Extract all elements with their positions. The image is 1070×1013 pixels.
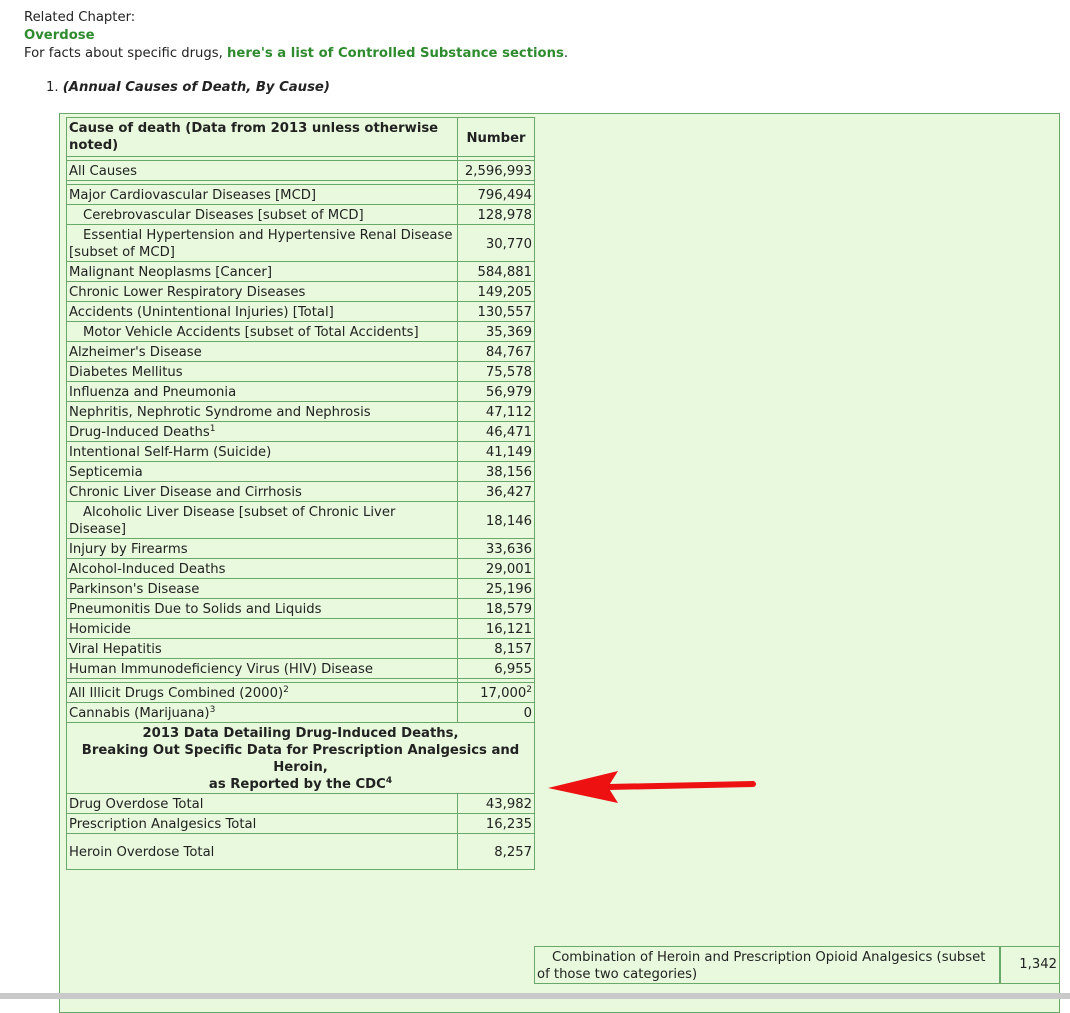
cause-number: 38,156 [457, 462, 535, 482]
cause-label [66, 205, 457, 225]
table-row [66, 559, 535, 579]
cause-text: Drug-Induced Deaths [69, 425, 210, 440]
cause-text: Alzheimer's Disease [69, 345, 202, 360]
footnote-ref[interactable]: 2 [526, 685, 532, 695]
table-row [66, 382, 535, 402]
subset-cause-label: Essential Hypertension and Hypertensive Renal Disease [subset of MCD] [69, 228, 453, 260]
footnote-ref[interactable]: 3 [209, 705, 216, 715]
cause-number: 128,978 [457, 205, 535, 225]
table-row [66, 225, 535, 262]
cause-text: Septicemia [69, 465, 143, 480]
related-chapter-label: Related Chapter: [24, 10, 136, 25]
table-row [66, 502, 535, 539]
cause-number: 25,196 [457, 579, 535, 599]
column-header-cause: Cause of death (Data from 2013 unless otherwise noted) [66, 117, 457, 157]
cause-label [66, 282, 457, 302]
cause-number: 6,955 [457, 659, 535, 679]
cause-text: Chronic Lower Respiratory Diseases [69, 285, 306, 300]
section-title-row [66, 723, 535, 794]
cause-number: 35,369 [457, 322, 535, 342]
cause-number: 75,578 [457, 362, 535, 382]
cause-label [66, 262, 457, 282]
cause-label [66, 225, 457, 262]
table-row [66, 639, 535, 659]
table-row [66, 619, 535, 639]
cause-text: Chronic Liver Disease and Cirrhosis [69, 485, 302, 500]
table-row [66, 161, 535, 181]
horizontal-scrollbar[interactable] [0, 993, 1070, 999]
cause-number: 43,982 [457, 794, 535, 814]
cause-text: Diabetes Mellitus [69, 365, 183, 380]
cause-number: 47,112 [457, 402, 535, 422]
cause-number: 18,579 [457, 599, 535, 619]
cause-label [66, 402, 457, 422]
cause-text: Human Immunodeficiency Virus (HIV) Disease [69, 662, 373, 677]
list-item-number: 1. [46, 80, 63, 95]
column-header-number: Number [457, 117, 535, 157]
cannabis-value: 0 [457, 703, 535, 723]
section-title [66, 723, 535, 794]
cause-text: Intentional Self-Harm (Suicide) [69, 445, 272, 460]
cause-label [66, 703, 457, 723]
cause-label [66, 442, 457, 462]
cause-label [66, 382, 457, 402]
cause-label [66, 502, 457, 539]
table-row [66, 342, 535, 362]
cause-number: 33,636 [457, 539, 535, 559]
cause-label [66, 539, 457, 559]
cause-label [66, 579, 457, 599]
cause-label [66, 559, 457, 579]
cannabis-label: Cannabis (Marijuana) [69, 706, 210, 721]
cause-text: Injury by Firearms [69, 542, 188, 557]
cause-number: 16,235 [457, 814, 535, 834]
chapter-title-link[interactable]: Overdose [24, 28, 95, 43]
table-row [66, 362, 535, 382]
causes-of-death-table [66, 117, 535, 870]
page-header [24, 9, 568, 63]
cause-number: 56,979 [457, 382, 535, 402]
cause-number: 84,767 [457, 342, 535, 362]
table-row [66, 683, 535, 703]
cause-label [66, 619, 457, 639]
cause-label [66, 683, 457, 703]
cause-label [66, 322, 457, 342]
table-row [66, 703, 535, 723]
cause-text: Viral Hepatitis [69, 642, 162, 657]
footnote-ref[interactable]: 1 [209, 424, 216, 434]
cause-number: 30,770 [457, 225, 535, 262]
cause-label [66, 599, 457, 619]
illicit-drugs-value: 17,000 [480, 686, 527, 701]
footnote-ref[interactable]: 2 [283, 685, 289, 695]
subset-cause-label: Cerebrovascular Diseases [subset of MCD] [83, 208, 364, 223]
table-row [66, 539, 535, 559]
table-row [66, 262, 535, 282]
cause-number: 149,205 [457, 282, 535, 302]
footnote-ref[interactable]: 4 [385, 776, 393, 786]
cause-text: Major Cardiovascular Diseases [MCD] [69, 188, 317, 203]
table-row [66, 302, 535, 322]
table-row [66, 599, 535, 619]
table-row [66, 659, 535, 679]
table-row [66, 834, 535, 870]
table-row [66, 185, 535, 205]
table-row [66, 794, 535, 814]
cause-text: Alcohol-Induced Deaths [69, 562, 226, 577]
facts-prefix: For facts about specific drugs, [24, 46, 228, 61]
cause-label: All Causes [66, 161, 457, 181]
table-row [66, 482, 535, 502]
cause-label [66, 362, 457, 382]
cause-label [66, 482, 457, 502]
facts-line [24, 45, 568, 63]
red-arrow-icon [548, 769, 758, 805]
cause-number: 8,157 [457, 639, 535, 659]
cause-label [66, 639, 457, 659]
cause-number: 18,146 [457, 502, 535, 539]
cause-label: Prescription Analgesics Total [66, 814, 457, 834]
section-title-text: as Reported by the CDC [208, 777, 386, 792]
cause-number: 29,001 [457, 559, 535, 579]
cause-number: 36,427 [457, 482, 535, 502]
facts-suffix: . [563, 46, 569, 61]
cause-label: Drug Overdose Total [66, 794, 457, 814]
combination-label: Combination of Heroin and Prescription Opioid Analgesics (subset of those two categories) [534, 946, 1000, 984]
cause-label [66, 659, 457, 679]
cause-text: Homicide [69, 622, 131, 637]
table-row [66, 282, 535, 302]
cause-number: 16,121 [457, 619, 535, 639]
cause-number: 796,494 [457, 185, 535, 205]
table-row [66, 814, 535, 834]
table-row [66, 402, 535, 422]
cause-number: 46,471 [457, 422, 535, 442]
cause-number: 41,149 [457, 442, 535, 462]
list-item-title [46, 79, 330, 97]
table-row [66, 422, 535, 442]
cause-number: 8,257 [457, 834, 535, 870]
illicit-drugs-label: All Illicit Drugs Combined (2000) [69, 686, 284, 701]
cause-text: Pneumonitis Due to Solids and Liquids [69, 602, 322, 617]
table-row [66, 462, 535, 482]
controlled-substances-link[interactable]: here's a list of Controlled Substance sections [227, 46, 564, 61]
section-title-line-3 [69, 776, 532, 793]
table-row [66, 579, 535, 599]
cause-text: Nephritis, Nephrotic Syndrome and Nephrosis [69, 405, 371, 420]
cause-text: Accidents (Unintentional Injuries) [Total] [69, 305, 334, 320]
table-header-row [66, 117, 535, 157]
section-heading: (Annual Causes of Death, By Cause) [62, 80, 330, 95]
cause-text: Parkinson's Disease [69, 582, 200, 597]
cause-label: Heroin Overdose Total [66, 834, 457, 870]
cause-label [66, 302, 457, 322]
cause-number: 130,557 [457, 302, 535, 322]
cause-label [66, 422, 457, 442]
cause-text: Malignant Neoplasms [Cancer] [69, 265, 272, 280]
cause-number [457, 683, 535, 703]
table-row [66, 442, 535, 462]
section-title-line-2: Breaking Out Specific Data for Prescription Analgesics and Heroin, [81, 743, 520, 775]
cause-text: Influenza and Pneumonia [69, 385, 237, 400]
section-title-line-1: 2013 Data Detailing Drug-Induced Deaths, [142, 726, 459, 741]
cause-label [66, 185, 457, 205]
table-row [66, 205, 535, 225]
table-row [66, 322, 535, 342]
subset-cause-label: Motor Vehicle Accidents [subset of Total Accidents] [83, 325, 419, 340]
cause-number: 584,881 [457, 262, 535, 282]
combination-value: 1,342 [1000, 946, 1060, 984]
subset-cause-label: Alcoholic Liver Disease [subset of Chronic Liver Disease] [69, 505, 396, 537]
cause-number: 2,596,993 [457, 161, 535, 181]
cause-label [66, 462, 457, 482]
cause-label [66, 342, 457, 362]
